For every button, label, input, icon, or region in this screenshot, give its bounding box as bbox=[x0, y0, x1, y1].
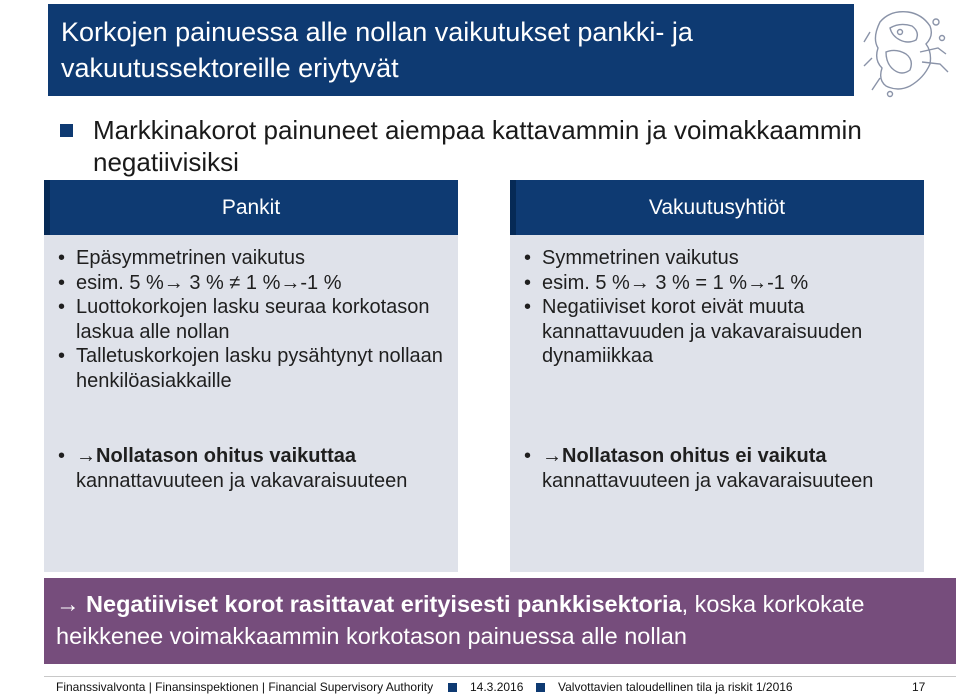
bullet-square-icon bbox=[60, 124, 73, 137]
list-item: • Talletuskorkojen lasku pysähtynyt nollaan henkilöasiakkaille bbox=[58, 344, 448, 393]
header-shadow bbox=[510, 180, 516, 235]
footer-org: Finanssivalvonta | Finansinspektionen | Financial Supervisory Authority bbox=[56, 680, 434, 694]
footer bbox=[0, 676, 960, 699]
footer-square-icon bbox=[448, 683, 457, 692]
list-item: • Symmetrinen vaikutus bbox=[524, 246, 914, 271]
conclusion-rest: kannattavuuteen ja vakavaraisuuteen bbox=[76, 470, 408, 492]
footer-divider bbox=[44, 676, 956, 677]
footer-square-icon bbox=[536, 683, 545, 692]
list-item bbox=[524, 444, 914, 494]
banks-header bbox=[44, 180, 458, 235]
summary-text bbox=[56, 588, 946, 652]
main-bullet-text: Markkinakorot painuneet aiempaa kattavammin ja voimakkaammin negatiivisiksi bbox=[93, 115, 862, 177]
footer-date: 14.3.2016 bbox=[470, 680, 524, 694]
list-item: • Luottokorkojen lasku seuraa korkotason laskua alle nollan bbox=[58, 295, 448, 344]
summary-rest: , koska korkokate heikkenee voimakkaammin korkotason painuessa alle nollan bbox=[56, 591, 865, 649]
list-item: • Epäsymmetrinen vaikutus bbox=[58, 246, 448, 271]
insurers-header bbox=[510, 180, 924, 235]
page-number: 17 bbox=[912, 680, 926, 694]
header-shadow bbox=[44, 180, 50, 235]
insurers-list bbox=[524, 246, 914, 369]
insurers-conclusion bbox=[524, 444, 914, 494]
footer-doc: Valvottavien taloudellinen tila ja riskit 1/2016 bbox=[558, 680, 793, 694]
banks-panel bbox=[44, 180, 458, 572]
list-item: • esim. 5 %→ 3 % ≠ 1 %→-1 % bbox=[58, 271, 448, 296]
list-item bbox=[58, 444, 448, 494]
list-item: • esim. 5 %→ 3 % = 1 %→-1 % bbox=[524, 271, 914, 296]
banks-header-label: Pankit bbox=[221, 196, 281, 219]
banks-conclusion bbox=[58, 444, 448, 494]
conclusion-bold: →Nollatason ohitus vaikuttaa bbox=[76, 445, 357, 467]
conclusion-rest: kannattavuuteen ja vakavaraisuuteen bbox=[542, 470, 874, 492]
list-item: • Negatiiviset korot eivät muuta kannattavuuden ja vakavaraisuuden dynamiikkaa bbox=[524, 295, 914, 369]
summary-bold: → Negatiiviset korot rasittavat erityisesti pankkisektoria bbox=[56, 591, 682, 617]
slide-title: Korkojen painuessa alle nollan vaikutukset pankki- ja vakuutussektoreille eriytyvät bbox=[61, 17, 693, 83]
conclusion-bold: →Nollatason ohitus ei vaikuta bbox=[542, 445, 827, 467]
heraldic-lion-logo-icon bbox=[860, 2, 956, 100]
banks-list bbox=[58, 246, 448, 393]
insurers-header-label: Vakuutusyhtiöt bbox=[648, 196, 786, 219]
insurers-panel bbox=[510, 180, 924, 572]
